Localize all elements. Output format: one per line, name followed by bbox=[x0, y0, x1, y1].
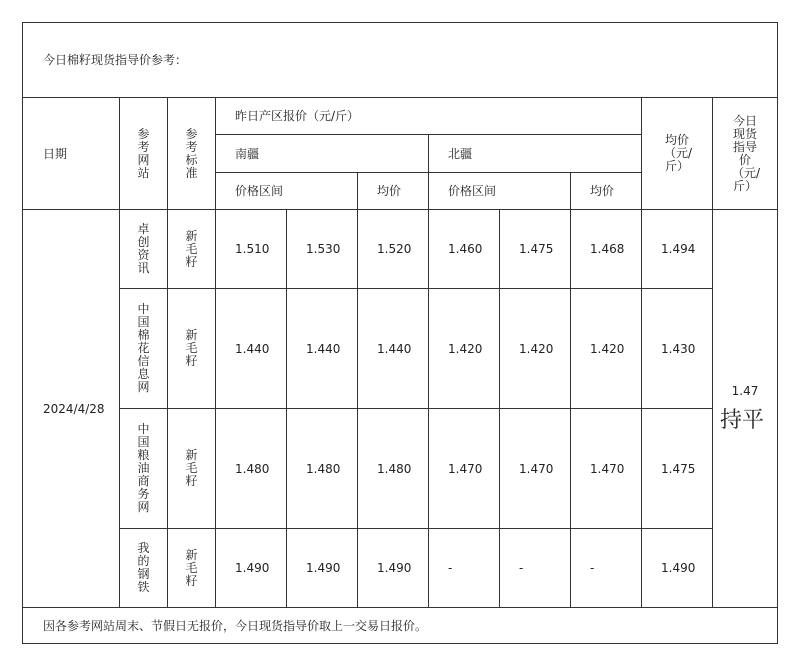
south-avg: 1.490 bbox=[358, 529, 429, 608]
south-high: 1.530 bbox=[287, 210, 358, 289]
standard-cell: 新毛籽 bbox=[168, 409, 216, 529]
header-standard: 参考标准 bbox=[168, 98, 216, 210]
row-avg: 1.490 bbox=[642, 529, 713, 608]
south-low: 1.440 bbox=[216, 289, 287, 409]
standard-cell: 新毛籽 bbox=[168, 529, 216, 608]
table-title: 今日棉籽现货指导价参考： bbox=[23, 23, 778, 98]
row-avg: 1.475 bbox=[642, 409, 713, 529]
north-avg: - bbox=[571, 529, 642, 608]
standard-cell: 新毛籽 bbox=[168, 289, 216, 409]
header-south-avg: 均价 bbox=[358, 173, 429, 210]
site-cell: 卓创资讯 bbox=[120, 210, 168, 289]
south-low: 1.510 bbox=[216, 210, 287, 289]
header-south: 南疆 bbox=[216, 135, 429, 173]
row-avg: 1.430 bbox=[642, 289, 713, 409]
north-avg: 1.468 bbox=[571, 210, 642, 289]
header-today-guide: 今日现货指导价（元/斤） bbox=[713, 98, 778, 210]
header-north: 北疆 bbox=[429, 135, 642, 173]
footnote: 因各参考网站周末、节假日无报价，今日现货指导价取上一交易日报价。 bbox=[23, 608, 778, 644]
header-north-range: 价格区间 bbox=[429, 173, 571, 210]
price-table-frame bbox=[22, 22, 778, 644]
north-high: - bbox=[500, 529, 571, 608]
north-low: 1.420 bbox=[429, 289, 500, 409]
row-avg: 1.494 bbox=[642, 210, 713, 289]
standard-cell: 新毛籽 bbox=[168, 210, 216, 289]
south-low: 1.480 bbox=[216, 409, 287, 529]
header-yesterday-quote: 昨日产区报价（元/斤） bbox=[216, 98, 642, 135]
south-high: 1.440 bbox=[287, 289, 358, 409]
table-row bbox=[23, 210, 778, 289]
north-low: 1.470 bbox=[429, 409, 500, 529]
today-guide-cell bbox=[713, 210, 778, 608]
south-avg: 1.440 bbox=[358, 289, 429, 409]
north-low: - bbox=[429, 529, 500, 608]
table-row bbox=[23, 529, 778, 608]
north-low: 1.460 bbox=[429, 210, 500, 289]
header-overall-avg: 均价（元/斤） bbox=[642, 98, 713, 210]
south-avg: 1.520 bbox=[358, 210, 429, 289]
south-high: 1.490 bbox=[287, 529, 358, 608]
south-high: 1.480 bbox=[287, 409, 358, 529]
header-north-avg: 均价 bbox=[571, 173, 642, 210]
guide-price: 1.47 bbox=[731, 383, 759, 398]
north-high: 1.420 bbox=[500, 289, 571, 409]
table-row bbox=[23, 289, 778, 409]
north-avg: 1.420 bbox=[571, 289, 642, 409]
north-avg: 1.470 bbox=[571, 409, 642, 529]
table-row bbox=[23, 409, 778, 529]
header-site: 参考网站 bbox=[120, 98, 168, 210]
north-high: 1.475 bbox=[500, 210, 571, 289]
trend-label: 持平 bbox=[719, 407, 764, 433]
south-low: 1.490 bbox=[216, 529, 287, 608]
header-date: 日期 bbox=[23, 98, 120, 210]
site-cell: 中国粮油商务网 bbox=[120, 409, 168, 529]
cottonseed-price-table bbox=[22, 22, 778, 644]
north-high: 1.470 bbox=[500, 409, 571, 529]
date-cell: 2024/4/28 bbox=[23, 210, 120, 608]
site-cell: 中国棉花信息网 bbox=[120, 289, 168, 409]
south-avg: 1.480 bbox=[358, 409, 429, 529]
site-cell: 我的钢铁 bbox=[120, 529, 168, 608]
header-south-range: 价格区间 bbox=[216, 173, 358, 210]
